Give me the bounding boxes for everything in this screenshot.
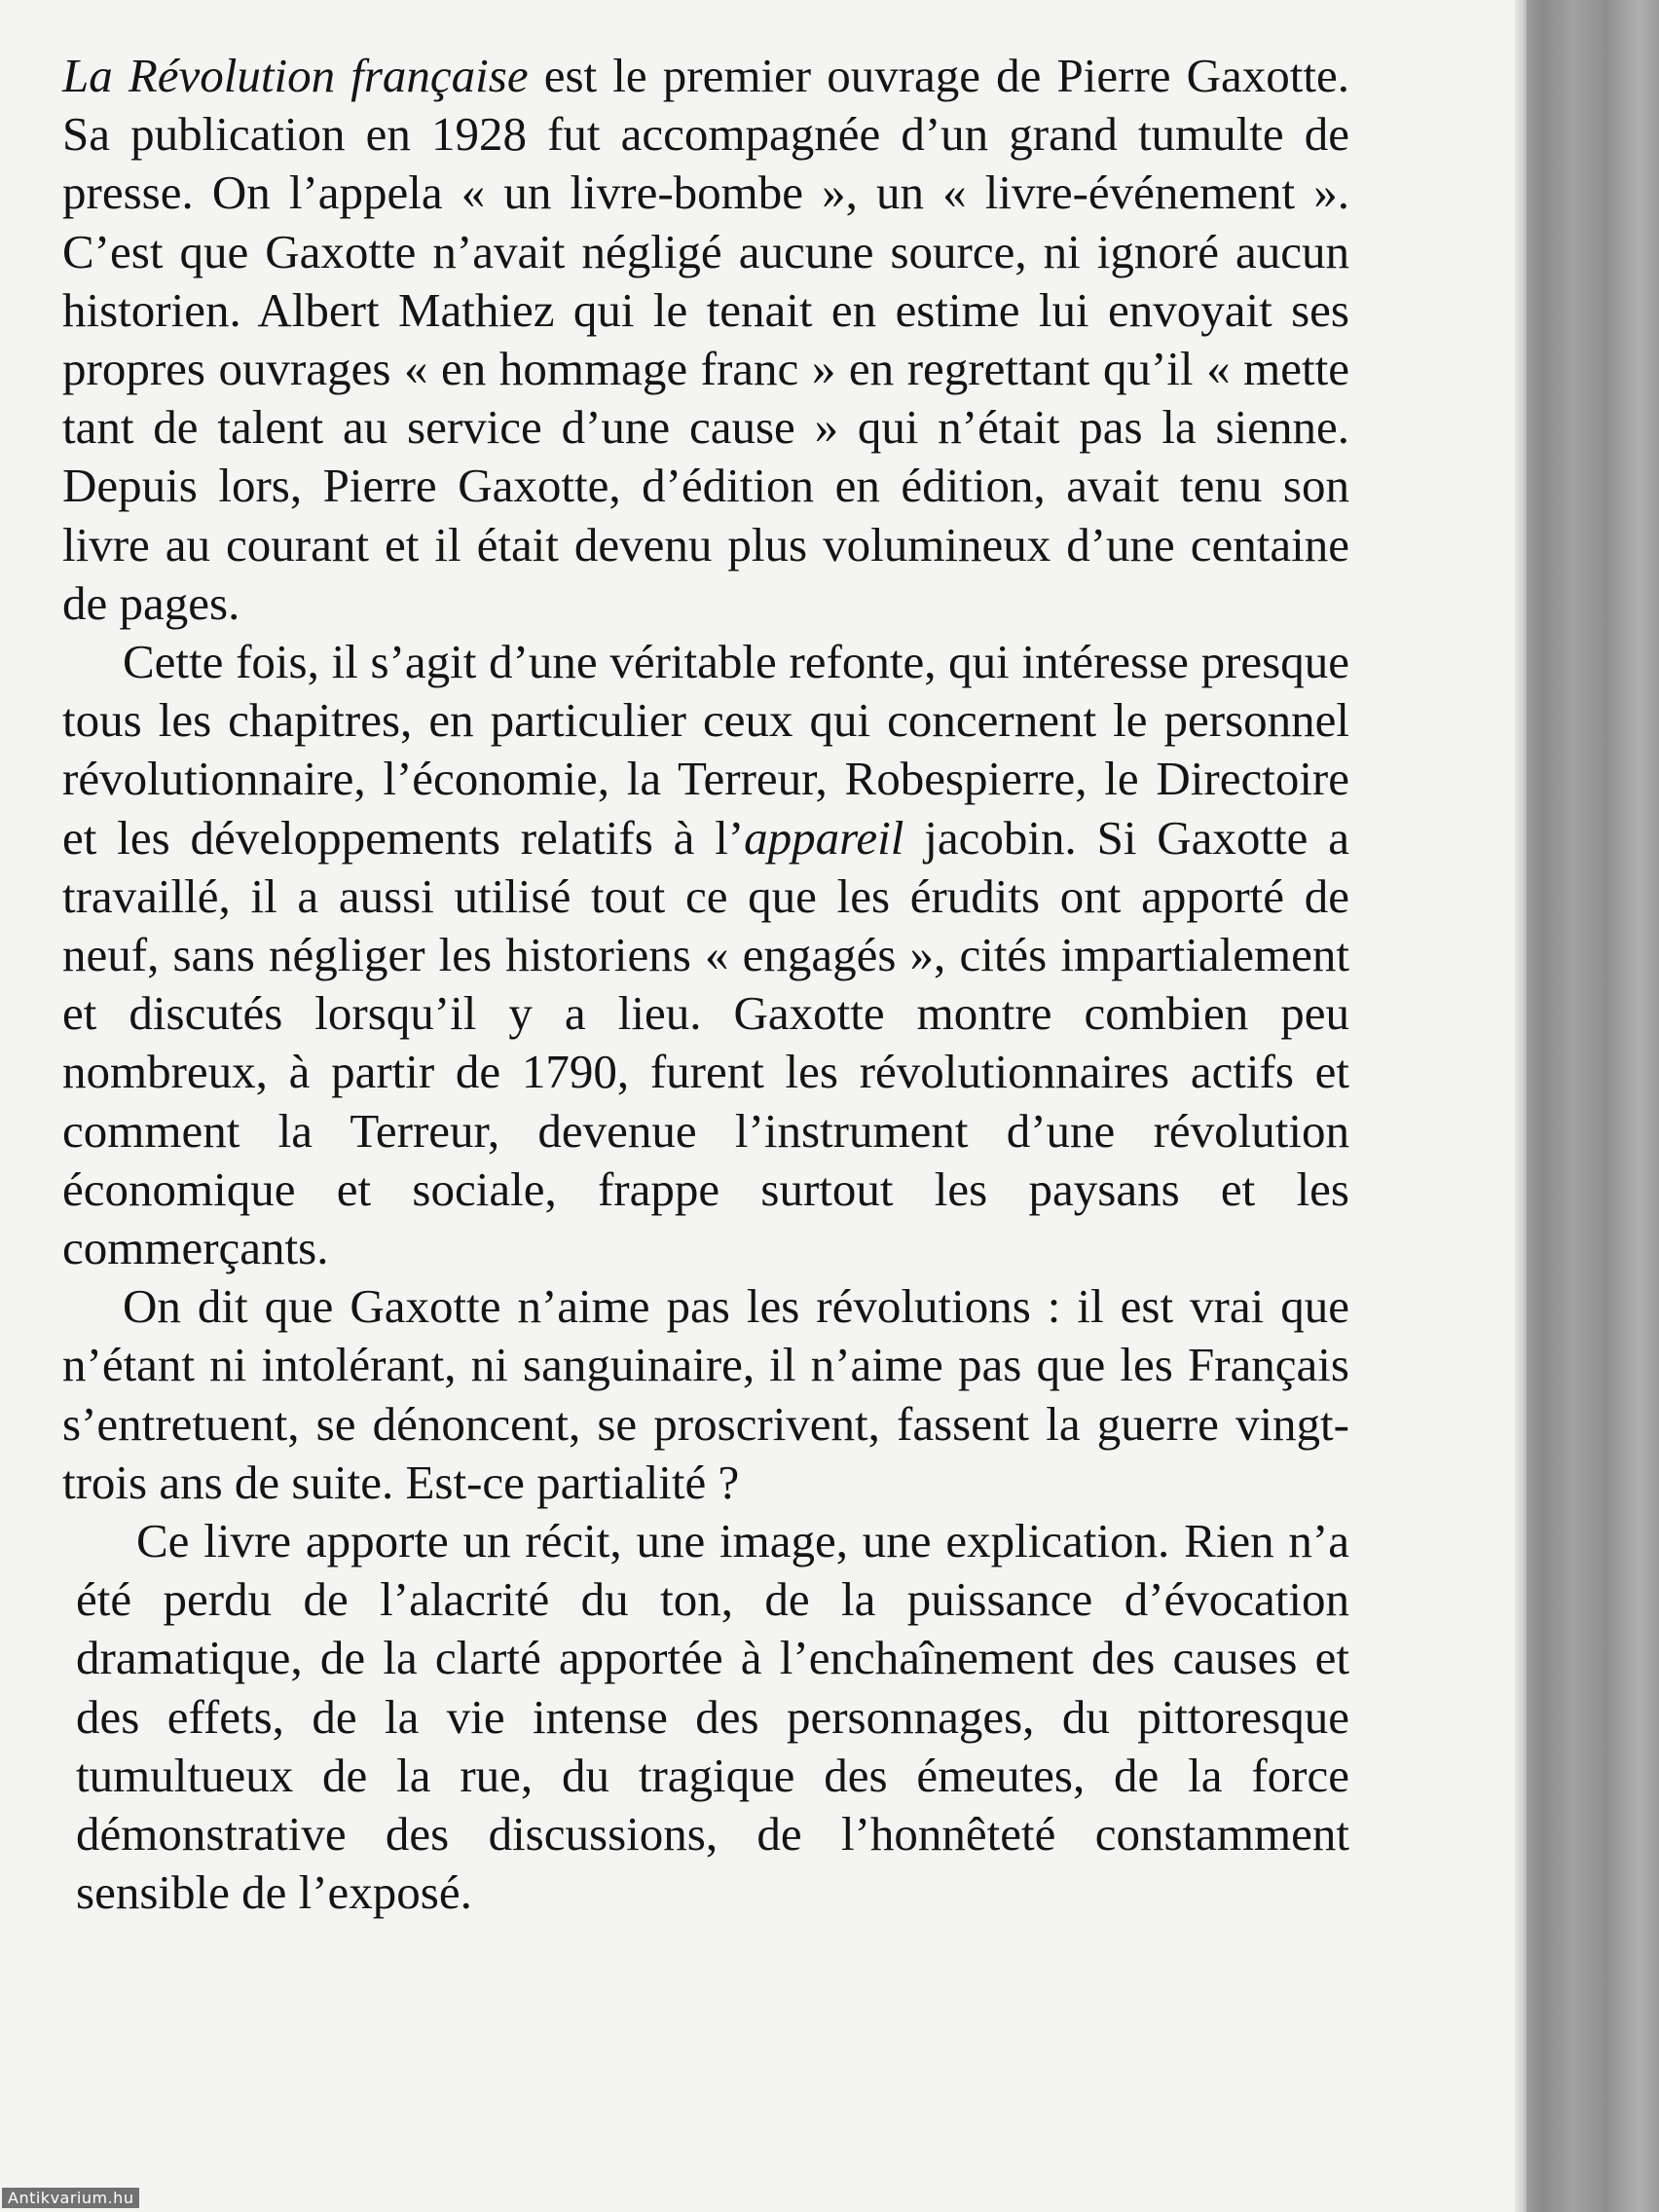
paragraph-4 (76, 1512, 1349, 1922)
paragraph-3-text: On dit que Gaxotte n’aime pas les révolutions : il est vrai que n’étant ni intolérant, ni sanguinaire, il n’aime pas que les Français s’entretuent, se dénoncent, se proscrivent, fassent la guerre vingt-trois ans de suite. Est-ce partialité ? (62, 1279, 1349, 1509)
paragraph-2 (62, 633, 1349, 1277)
paragraph-1-text: est le premier ouvrage de Pierre Gaxotte. Sa publication en 1928 fut accompagnée d’un grand tumulte de presse. On l’appela « un livre-bombe », un « livre-événement ». C’est que Gaxotte n’avait négligé aucune source, ni ignoré aucun historien. Albert Mathiez qui le tenait en estime lui envoyait ses propres ouvrages « en hommage franc » en regrettant qu’il « mette tant de talent au service d’une cause » qui n’était pas la sienne. Depuis lors, Pierre Gaxotte, d’édition en édition, avait tenu son livre au courant et il était devenu plus volumineux d’une centaine de pages. (62, 49, 1350, 630)
paragraph-2-text-before: Cette fois, il s’agit d’une véritable refonte, qui intéresse presque tous les chapitres, en particulier ceux qui concernent le personnel révolutionnaire, l’économie, la Terreur, Robespierre, le Directoire et les développements relatifs à l’ (62, 635, 1349, 865)
paragraph-1 (62, 47, 1349, 633)
book-spine (1527, 0, 1659, 2212)
paragraph-3 (62, 1277, 1349, 1512)
paragraph-2-text-after: jacobin. Si Gaxotte a travaillé, il a aussi utilisé tout ce que les érudits ont apporté de neuf, sans négliger les historiens « engagés », cités impartialement et discutés lorsqu’il y a lieu. Gaxotte montre combien peu nombreux, à partir de 1790, furent les révolutionnaires actifs et comment la Terreur, devenue l’instrument d’une révolution économique et sociale, frappe surtout les paysans et les commerçants. (62, 810, 1350, 1275)
book-title-italic: La Révolution française (62, 49, 529, 102)
appareil-italic: appareil (744, 810, 904, 865)
blurb-text-block (62, 47, 1349, 1923)
site-watermark: Antikvarium.hu (2, 2188, 139, 2208)
paragraph-4-text: Ce livre apporte un récit, une image, une explication. Rien n’a été perdu de l’alacrité du ton, de la puissance d’évocation dramatique, de la clarté apportée à l’enchaînement des causes et des effets, de la vie intense des personnages, du pittoresque tumultueux de la rue, du tragique des émeutes, de la force démonstrative des discussions, de l’honnêteté constamment sensible de l’exposé. (76, 1514, 1349, 1920)
